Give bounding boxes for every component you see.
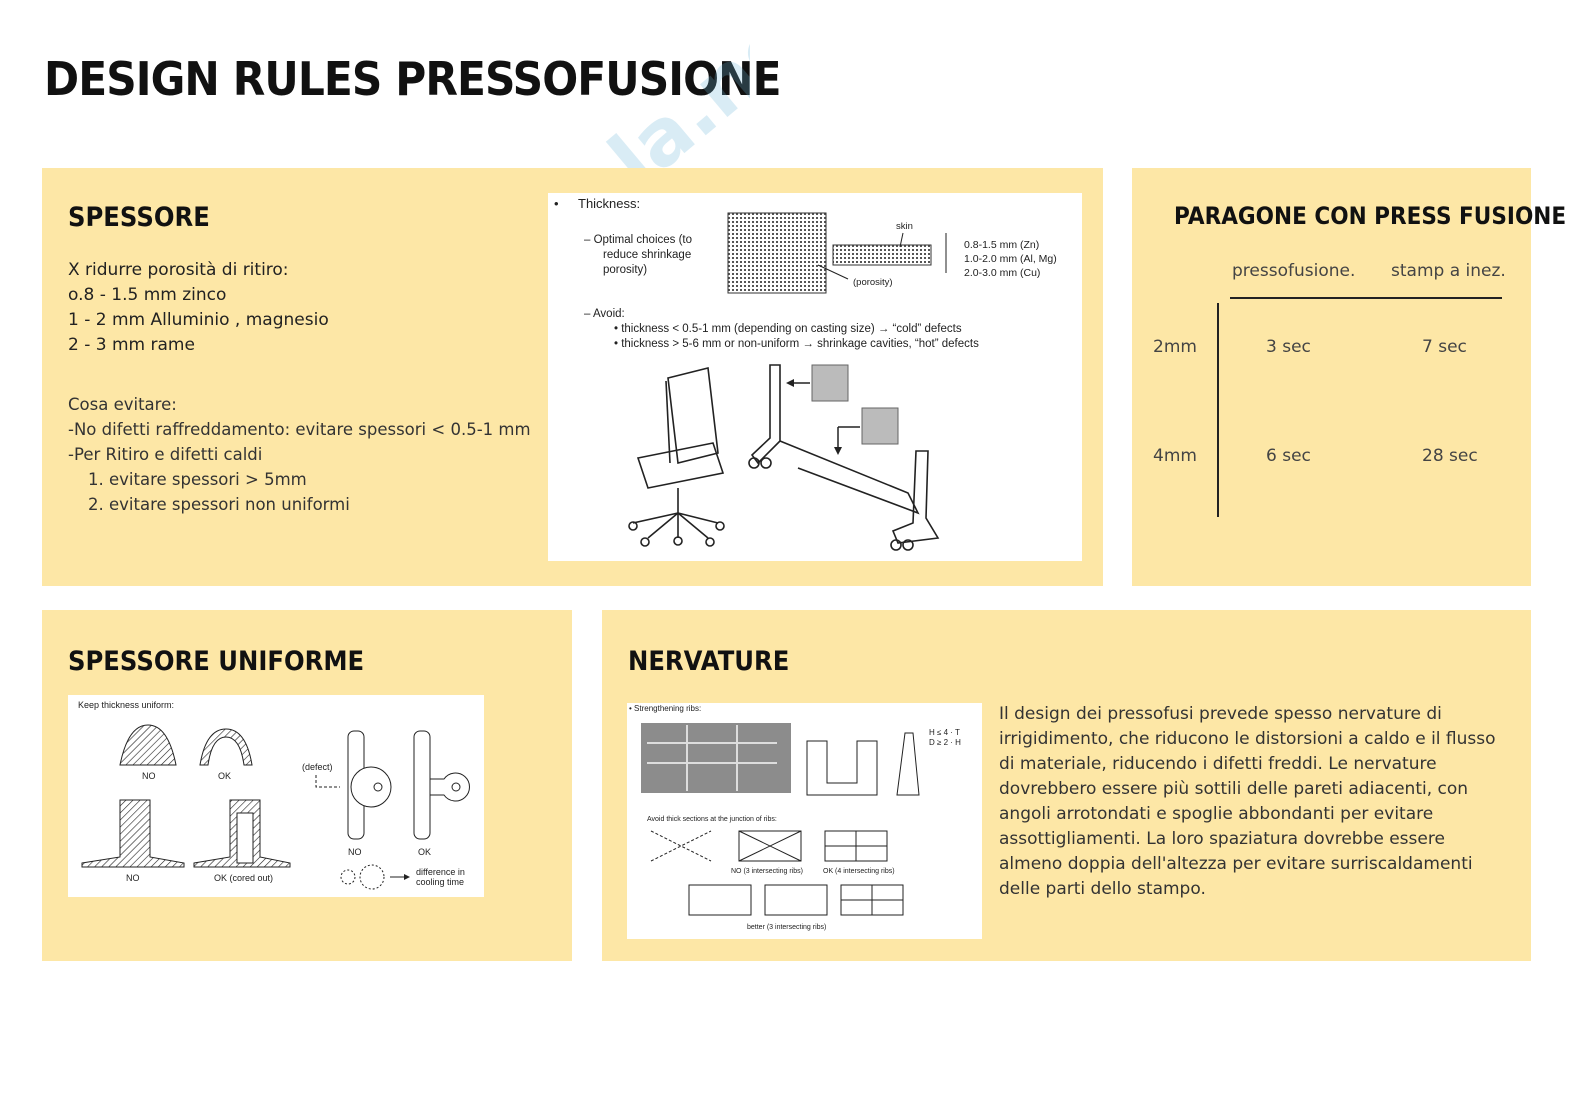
nervature-heading: NERVATURE bbox=[628, 646, 790, 677]
fig-range-1: 0.8-1.5 mm (Zn) bbox=[964, 239, 1040, 251]
nervature-description bbox=[999, 702, 1496, 902]
avoid-line: -Per Ritiro e difetti caldi bbox=[68, 445, 263, 464]
ribs-photo bbox=[641, 723, 791, 793]
label-difference-1: difference in bbox=[416, 867, 465, 877]
rib-formula-1: H ≤ 4 · T bbox=[929, 728, 960, 737]
defect-photo-2 bbox=[862, 408, 898, 444]
paragone-heading: PARAGONE CON PRESS FUSIONE bbox=[1174, 202, 1567, 230]
rib-grid-better-1 bbox=[689, 885, 751, 915]
cell-value: 6 sec bbox=[1266, 446, 1311, 466]
shape-shell bbox=[200, 729, 252, 765]
rib-section bbox=[807, 741, 877, 795]
section-large bbox=[728, 213, 826, 293]
spessore-line: 2 - 3 mm rame bbox=[68, 335, 195, 355]
nervature-line: delle parti dello stampo. bbox=[999, 879, 1206, 899]
shape-solid bbox=[120, 725, 176, 765]
label-ok: OK bbox=[218, 771, 232, 781]
label-difference-2: cooling time bbox=[416, 877, 465, 887]
uniforme-card bbox=[42, 610, 572, 961]
header-rule bbox=[1230, 297, 1502, 299]
page-title: DESIGN RULES PRESSOFUSIONE bbox=[44, 52, 781, 106]
fig-skin: skin bbox=[896, 221, 913, 232]
label-ok-cored: OK (cored out) bbox=[214, 873, 274, 883]
nervature-line: di materiale, riducendo i difetti freddi. Le nervature bbox=[999, 754, 1437, 774]
spessore-line: 1 - 2 mm Alluminio , magnesio bbox=[68, 310, 329, 330]
spessore-line: o.8 - 1.5 mm zinco bbox=[68, 285, 227, 305]
nervature-card bbox=[602, 610, 1531, 961]
fig-bullet: • Strengthening ribs: bbox=[629, 704, 702, 713]
cell-value: 7 sec bbox=[1422, 337, 1467, 357]
pipe-ok bbox=[414, 731, 430, 839]
rib-junction-crossed bbox=[651, 831, 711, 861]
fig-avoid-2: • thickness > 5-6 mm or non-uniform → shrinkage cavities, “hot” defects bbox=[614, 338, 979, 350]
fig-bullet-dot: • bbox=[554, 196, 559, 211]
row-label: 2mm bbox=[1153, 337, 1197, 357]
uniforme-heading: SPESSORE UNIFORME bbox=[68, 646, 365, 677]
label-ok-ribs: OK (4 intersecting ribs) bbox=[823, 868, 895, 875]
fig-porosity: (porosity) bbox=[853, 277, 893, 288]
fig-avoid-1: • thickness < 0.5-1 mm (depending on casting size) → “cold” defects bbox=[614, 323, 962, 335]
nervature-line: irrigidimento, che riducono le distorsioni a caldo e il flusso bbox=[999, 729, 1496, 749]
defect-photo-1 bbox=[812, 365, 848, 401]
fig-bullet: Thickness: bbox=[578, 196, 641, 211]
row-label: 4mm bbox=[1153, 446, 1197, 466]
fig-range-2: 1.0-2.0 mm (Al, Mg) bbox=[964, 253, 1057, 265]
fig-range-3: 2.0-3.0 mm (Cu) bbox=[964, 267, 1041, 279]
avoid-line: 1. evitare spessori > 5mm bbox=[88, 470, 307, 489]
spessore-line: X ridurre porosità di ritiro: bbox=[68, 260, 289, 280]
nervature-line: almeno doppia dell'altezza per evitare surriscaldamenti bbox=[999, 854, 1473, 874]
ribs-figure bbox=[627, 703, 982, 939]
fig-avoid-caption: Avoid thick sections at the junction of ribs: bbox=[647, 816, 777, 823]
section-small bbox=[833, 245, 931, 265]
nervature-line: assottigliamenti. La loro spaziatura dovrebbe essere bbox=[999, 829, 1445, 849]
thickness-figure bbox=[548, 193, 1082, 561]
label-no: NO bbox=[126, 873, 140, 883]
fig-avoid: – Avoid: bbox=[584, 308, 625, 320]
spessore-heading: SPESSORE bbox=[68, 202, 210, 233]
fig-optimal-3: porosity) bbox=[603, 264, 648, 276]
spessore-card bbox=[42, 168, 1103, 586]
label-better-ribs: better (3 intersecting ribs) bbox=[747, 924, 827, 931]
paragone-card bbox=[1132, 168, 1567, 586]
uniform-figure bbox=[68, 695, 484, 897]
avoid-line: 2. evitare spessori non uniformi bbox=[88, 495, 350, 514]
avoid-line: Cosa evitare: bbox=[68, 395, 177, 414]
cell-value: 28 sec bbox=[1422, 446, 1478, 466]
col-header-stampaggio: stamp a inez. bbox=[1391, 261, 1506, 281]
label-ok: OK bbox=[418, 847, 432, 857]
label-no: NO bbox=[348, 847, 362, 857]
spessore-avoid bbox=[68, 392, 531, 517]
nervature-line: angoli arrotondati e spoglie abbondanti per evitare bbox=[999, 804, 1434, 824]
row-rule bbox=[1217, 303, 1219, 517]
cell-value: 3 sec bbox=[1266, 337, 1311, 357]
fig-caption: Keep thickness uniform: bbox=[78, 700, 175, 710]
nervature-line: dovrebbero essere più sottili delle pareti adiacenti, con bbox=[999, 779, 1469, 799]
boss-solid bbox=[82, 800, 184, 867]
spessore-rules bbox=[68, 258, 329, 358]
rib-detail bbox=[897, 733, 919, 795]
rib-grid-better-2 bbox=[765, 885, 827, 915]
label-no: NO bbox=[142, 771, 156, 781]
fig-optimal-1: – Optimal choices (to bbox=[584, 234, 693, 246]
label-no-ribs: NO (3 intersecting ribs) bbox=[731, 868, 803, 875]
nervature-line: Il design dei pressofusi prevede spesso nervature di bbox=[999, 704, 1442, 724]
fig-optimal-2: reduce shrinkage bbox=[603, 249, 692, 261]
rib-formula-2: D ≥ 2 · H bbox=[929, 738, 961, 747]
avoid-line: -No difetti raffreddamento: evitare spessori < 0.5-1 mm bbox=[68, 420, 531, 439]
label-defect: (defect) bbox=[302, 762, 333, 772]
chair-drawing bbox=[629, 368, 724, 546]
col-header-pressofusione: pressofusione. bbox=[1232, 261, 1356, 281]
